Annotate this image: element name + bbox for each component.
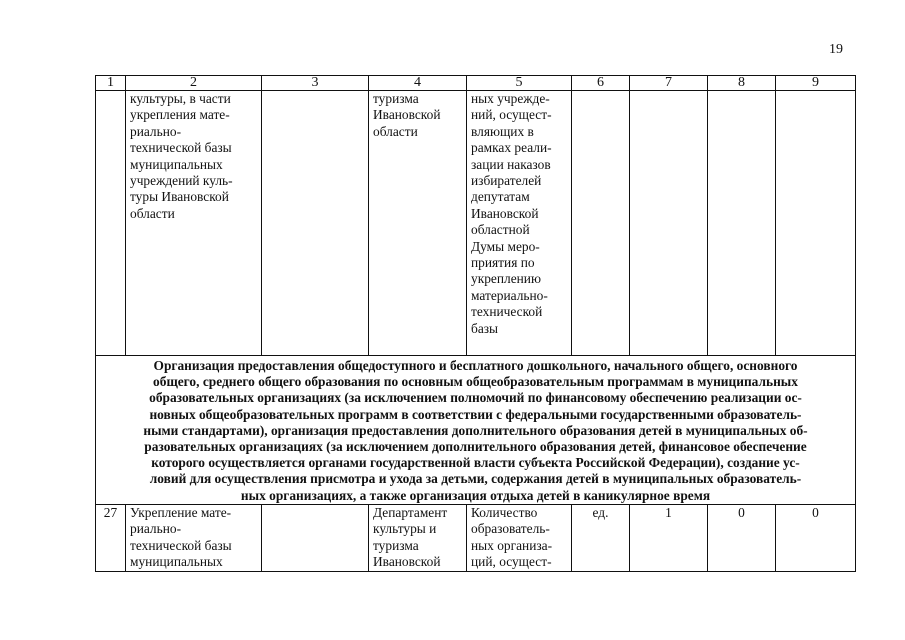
text-line: ций, осущест-	[471, 554, 552, 570]
header-cell: 2	[126, 76, 262, 91]
report-table	[95, 75, 856, 572]
text-line: ний, осущест-	[471, 107, 552, 123]
text-line: образовательных организациях (за исключением полномочий по финансовому обеспечению реализации ос-	[149, 390, 802, 406]
text-line: туры Ивановской	[130, 189, 229, 205]
text-line: риально-	[130, 521, 182, 537]
text-line: области	[130, 205, 175, 221]
header-cell: 1	[96, 76, 126, 91]
text-line: общего, среднего общего образования по основным общеобразовательным программам в муниципальных	[153, 374, 798, 390]
text-line: которого осуществляется органами государственной власти субъекта Российской Федерации), создание ус-	[151, 455, 800, 471]
text-line: муниципальных	[130, 156, 223, 172]
text-line: технической	[471, 304, 543, 320]
cell-unit	[572, 91, 630, 356]
header-cell: 3	[262, 76, 369, 91]
text-line: Департамент	[373, 504, 448, 520]
text-line: зации наказов	[471, 156, 551, 172]
text-line: Думы меро-	[471, 238, 540, 254]
text-line: муниципальных	[130, 554, 223, 570]
text-line: ных учрежде-	[471, 91, 550, 106]
cell-number: 27	[96, 504, 126, 571]
cell-empty	[262, 91, 369, 356]
text-line: Ивановской	[373, 554, 441, 570]
cell-indicator	[467, 91, 572, 356]
text-line: Ивановской	[373, 107, 441, 123]
cell-unit: ед.	[572, 504, 630, 571]
cell-indicator	[467, 504, 572, 571]
cell-value	[630, 91, 708, 356]
text-line: культуры и	[373, 521, 437, 537]
page-number: 19	[829, 42, 843, 57]
text-line: укрепления мате-	[130, 107, 230, 123]
text-line: Укрепление мате-	[130, 504, 232, 520]
text-line: технической базы	[130, 140, 232, 156]
text-line: туризма	[373, 91, 419, 106]
text-line: ных организациях, а также организация отдыха детей в каникулярное время	[240, 487, 711, 503]
cell-department	[369, 91, 467, 356]
cell-value: 0	[708, 504, 776, 571]
text-line: Количество	[471, 504, 538, 520]
text-line: ных организа-	[471, 537, 553, 553]
text-line: риально-	[130, 123, 182, 139]
section-heading-row	[96, 356, 856, 505]
text-line: вляющих в	[471, 123, 534, 139]
cell-empty	[262, 504, 369, 571]
text-line: разовательных организациях (за исключением дополнительного образования детей, финансовое обеспечение	[144, 439, 807, 455]
cell-name	[126, 504, 262, 571]
text-line: областной	[471, 222, 530, 238]
cell-value: 1	[630, 504, 708, 571]
text-line: области	[373, 123, 418, 139]
text-line: Организация предоставления общедоступного и бесплатного дошкольного, начального общего, основного	[153, 358, 798, 373]
text-line: рамках реали-	[471, 140, 552, 156]
table-row	[96, 504, 856, 571]
cell-value	[776, 91, 856, 356]
text-line: образователь-	[471, 521, 550, 537]
header-cell: 7	[630, 76, 708, 91]
text-line: депутатам	[471, 189, 530, 205]
text-line: материально-	[471, 287, 548, 303]
header-cell: 6	[572, 76, 630, 91]
table-row	[96, 91, 856, 356]
text-line: ными стандартами), организация предоставления дополнительного образования детей в муниципальных об-	[143, 422, 808, 438]
section-heading	[96, 356, 856, 505]
header-cell: 4	[369, 76, 467, 91]
text-line: Ивановской	[471, 205, 539, 221]
cell-value: 0	[776, 504, 856, 571]
header-row	[96, 76, 856, 91]
text-line: технической базы	[130, 537, 232, 553]
header-cell: 9	[776, 76, 856, 91]
text-line: избирателей	[471, 173, 542, 189]
header-cell: 5	[467, 76, 572, 91]
text-line: базы	[471, 320, 499, 336]
text-line: ловий для осуществления присмотра и ухода за детьми, содержания детей в муниципальных образователь-	[149, 471, 802, 487]
text-line: приятия по	[471, 255, 535, 271]
cell-number	[96, 91, 126, 356]
cell-value	[708, 91, 776, 356]
text-line: культуры, в части	[130, 91, 231, 106]
text-line: туризма	[373, 537, 419, 553]
header-cell: 8	[708, 76, 776, 91]
text-line: укреплению	[471, 271, 541, 287]
cell-name	[126, 91, 262, 356]
text-line: новных общеобразовательных программ в соответствии с федеральными государственными образователь-	[149, 406, 802, 422]
cell-department	[369, 504, 467, 571]
text-line: учреждений куль-	[130, 173, 233, 189]
